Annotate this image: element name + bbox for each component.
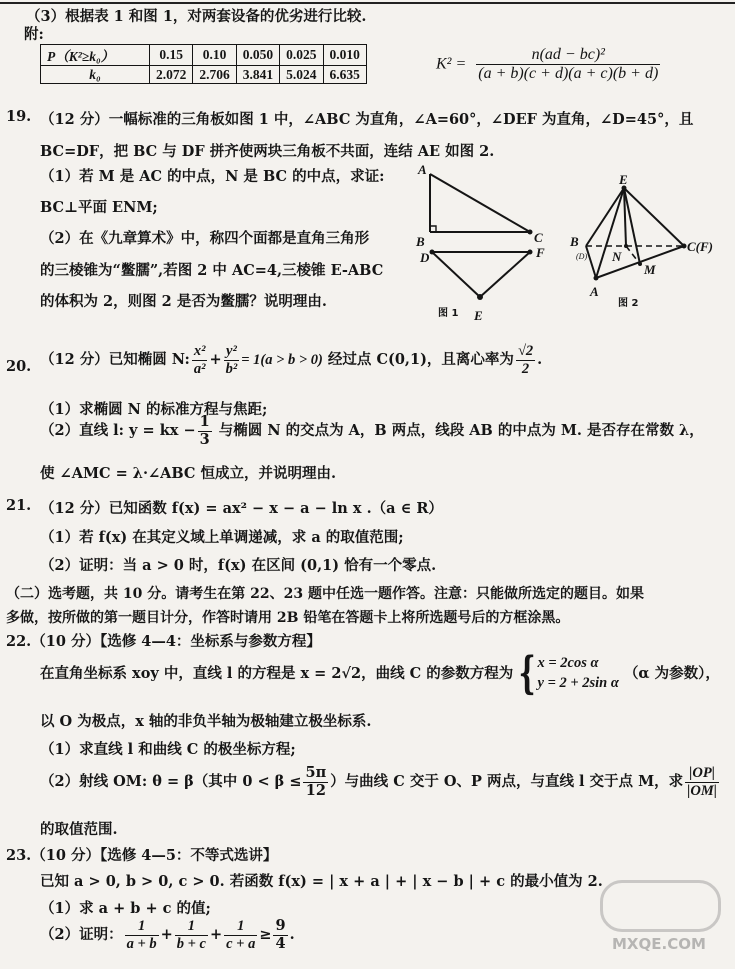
optional-instructions-1: （二）选考题，共 10 分。请考生在第 22、23 题中任选一题作答。注意：只能做所选定的题目。如果 xyxy=(6,586,644,602)
p-value: 0.025 xyxy=(280,45,323,66)
fig1-edge-ac xyxy=(430,174,530,232)
k-value: 2.706 xyxy=(193,66,236,84)
fig2-label-c: C(F) xyxy=(687,239,713,254)
fig1-point-d xyxy=(430,250,435,255)
q22-om: |OM| xyxy=(687,782,717,799)
q22-op: |OP| xyxy=(685,765,719,783)
q21-part2: （2）证明：当 a > 0 时，f(x) 在区间 (0,1) 恰有一个零点. xyxy=(40,557,437,574)
q23-num1: 1 xyxy=(125,918,159,936)
watermark-logo xyxy=(600,880,721,932)
q20-one: 1 xyxy=(199,413,210,430)
fig2-point-c xyxy=(682,244,687,249)
fig2-point-m xyxy=(638,262,642,266)
q22-12: 12 xyxy=(305,781,326,799)
q19-part2-c: 的体积为 2，则图 2 是否为鳖臑？说明理由. xyxy=(40,293,327,310)
q23-nine: 9 xyxy=(275,917,286,934)
q20-a-squared: a² xyxy=(193,360,206,377)
q19-part1-b: BC⊥平面 ENM; xyxy=(40,199,158,216)
q22-param-note: （α 为参数）， xyxy=(623,665,720,682)
fig2-edge-ec xyxy=(624,188,684,246)
q23-num3: 1 xyxy=(224,918,257,936)
fig2-label-n: N xyxy=(612,249,622,264)
q20-y-squared: y² xyxy=(224,343,240,361)
p-value: 0.10 xyxy=(193,45,236,66)
q23-plus1: + xyxy=(160,926,173,944)
q23-plus2: + xyxy=(209,926,223,944)
q23-line1: 已知 a > 0, b > 0, c > 0. 若函数 f(x) = | x + a | + | x − b | + c 的最小值为 2. xyxy=(40,873,603,890)
fig2-label-m: M xyxy=(644,262,656,277)
q22-5pi: 5π xyxy=(305,764,327,781)
q21-line1: （12 分）已知函数 f(x) = ax² − x − a − ln x .（a ∈ R） xyxy=(40,500,443,517)
fig1-caption: 图 1 xyxy=(438,308,459,319)
p-value: 0.010 xyxy=(323,45,366,66)
fig1-point-c xyxy=(528,230,533,235)
fig1-edge-fe xyxy=(480,252,530,297)
k-value: 2.072 xyxy=(150,66,193,84)
q19-line1: （12 分）一幅标准的三角板如图 1 中，∠ABC 为直角，∠A=60°，∠DEF 为直角，∠D=45°，且 xyxy=(40,111,694,128)
q20-ellipse-eq: = 1(a > b > 0) xyxy=(241,352,323,369)
q20-three: 3 xyxy=(199,430,210,448)
q20-line-eq: （2）直线 l: y = kx − xyxy=(40,422,196,440)
q23-part1: （1）求 a + b + c 的值; xyxy=(40,900,211,917)
q23-den-bc: b + c xyxy=(176,935,206,952)
q23-header: 23.（10 分）【选修 4—5：不等式选讲】 xyxy=(6,847,278,864)
fig1-point-f xyxy=(528,250,533,255)
q23-part2 xyxy=(40,918,295,952)
q20-condition: 经过点 C(0,1)，且离心率为 xyxy=(327,351,514,369)
fig1-label-b: B xyxy=(416,234,425,249)
fig2-edge-ba xyxy=(586,246,596,278)
q23-den-ca: c + a xyxy=(226,935,256,952)
top-rule xyxy=(0,2,735,4)
q22-param-y: y = 2 + 2sin α xyxy=(537,675,619,691)
q23-num2: 1 xyxy=(175,918,208,936)
q19-part2-b: 的三棱锥为“鳖臑”,若图 2 中 AC=4,三棱锥 E-ABC xyxy=(40,262,384,279)
q18-part3: （3）根据表 1 和图 1，对两套设备的优劣进行比较. xyxy=(26,8,367,25)
q20-part2-text: 与椭圆 N 的交点为 A，B 两点，线段 AB 的中点为 M. 是否存在常数 λ， xyxy=(218,422,704,440)
figure-2-tetrahedron xyxy=(566,172,726,317)
q20-line1: （12 分）已知椭圆 N: $\frac{\text{x²}}{\text{a²}}$ + $\frac{\text{y²}}{\text{b²}}$ = 1(a > b > 0) 经过点 C(0,1)，且离心率为 $\frac{√2}{2}$ . xyxy=(40,343,543,377)
fig2-edge-em xyxy=(624,188,640,264)
formula-lhs: K² = xyxy=(436,55,467,73)
fig2-label-e: E xyxy=(619,172,628,187)
fig2-label-b: B xyxy=(570,234,579,249)
q22-line2: 以 O 为极点，x 轴的非负半轴为极轴建立极坐标系. xyxy=(40,713,372,730)
q19-part1-a: （1）若 M 是 AC 的中点，N 是 BC 的中点，求证: xyxy=(40,168,385,185)
q20-part2-c: 使 ∠AMC = λ·∠ABC 恒成立，并说明理由. xyxy=(40,465,337,482)
q23-period: . xyxy=(289,926,295,944)
q20-intro: （12 分）已知椭圆 N: xyxy=(40,351,190,369)
k-value: 5.024 xyxy=(280,66,323,84)
q22-brace: { xyxy=(518,648,536,699)
fig1-point-e xyxy=(477,294,483,300)
fig2-edge-eb xyxy=(586,188,624,246)
fig2-point-n xyxy=(624,244,628,248)
q20-b-squared: b² xyxy=(225,360,238,377)
q21-number: 21. xyxy=(6,497,32,514)
q20-number: 20. xyxy=(6,358,32,375)
q20-period: . xyxy=(537,351,543,369)
fig1-label-f: F xyxy=(536,245,545,260)
q22-header: 22.（10 分）【选修 4—4：坐标系与参数方程】 xyxy=(6,633,321,650)
fig1-label-a: A xyxy=(418,162,427,177)
fig1-edge-de xyxy=(432,252,480,297)
q22-part2-text: ）与曲线 C 交于 O、P 两点，与直线 l 交于点 M，求 xyxy=(330,773,684,791)
k-squared-formula xyxy=(436,46,662,84)
p-value: 0.050 xyxy=(236,45,279,66)
watermark-text: MXQE.COM xyxy=(612,935,706,953)
k-value: 6.635 xyxy=(323,66,366,84)
fig1-label-c: C xyxy=(534,230,543,245)
q19-number: 19. xyxy=(6,108,32,125)
table-header-p: P（K²≥k₀） xyxy=(41,45,150,66)
q22-part2-c: 的取值范围. xyxy=(40,821,118,838)
q22-intro: 在直角坐标系 xoy 中，直线 l 的方程是 x = 2√2，曲线 C 的参数方程为 xyxy=(40,665,514,682)
fig2-label-a: A xyxy=(590,284,599,299)
q20-part1: （1）求椭圆 N 的标准方程与焦距; xyxy=(40,401,268,418)
q22-param-x: x = 2cos α xyxy=(537,655,599,672)
q19-line2: BC=DF，把 BC 与 DF 拼齐使两块三角板不共面，连结 AE 如图 2. xyxy=(40,143,495,160)
fig1-label-d: D xyxy=(420,250,430,265)
q21-part1: （1）若 f(x) 在其定义域上单调递减，求 a 的取值范围; xyxy=(40,529,404,546)
q23-four: 4 xyxy=(275,934,286,952)
optional-instructions-2: 多做，按所做的第一题目计分，作答时请用 2B 铅笔在答题卡上将所选题号后的方框涂黑。 xyxy=(6,610,570,626)
fig1-label-e: E xyxy=(474,308,483,323)
q20-sqrt2: √2 xyxy=(517,343,534,359)
p-value: 0.15 xyxy=(150,45,193,66)
fig2-edge-ea xyxy=(596,188,624,278)
k-value: 3.841 xyxy=(236,66,279,84)
fig2-label-d: (D) xyxy=(576,252,588,261)
figure-1-set-squares xyxy=(410,160,560,325)
q23-den-ab: a + b xyxy=(126,935,157,952)
fig2-point-a xyxy=(594,276,599,281)
formula-numerator: n(ad − bc)² xyxy=(476,46,660,65)
q23-proof: （2）证明： xyxy=(40,926,123,944)
q20-two: 2 xyxy=(521,360,530,377)
q23-geq: ≥ xyxy=(259,926,272,944)
appendix-label: 附: xyxy=(24,26,44,43)
q20-part2 xyxy=(40,414,704,448)
q19-part2-a: （2）在《九章算术》中，称四个面都是直角三角形 xyxy=(40,230,370,247)
q20-x-squared: x² xyxy=(193,343,206,359)
table-header-k: k₀ xyxy=(41,66,150,84)
q22-ray: （2）射线 OM: θ = β（其中 0 < β ≤ xyxy=(40,773,302,791)
formula-denominator: (a + b)(c + d)(a + c)(b + d) xyxy=(478,65,659,83)
q22-part1: （1）求直线 l 和曲线 C 的极坐标方程; xyxy=(40,741,296,758)
q22-part2 xyxy=(40,765,721,799)
critical-value-table xyxy=(40,44,367,84)
fig2-caption: 图 2 xyxy=(618,298,639,309)
q22-line1 xyxy=(40,648,720,699)
